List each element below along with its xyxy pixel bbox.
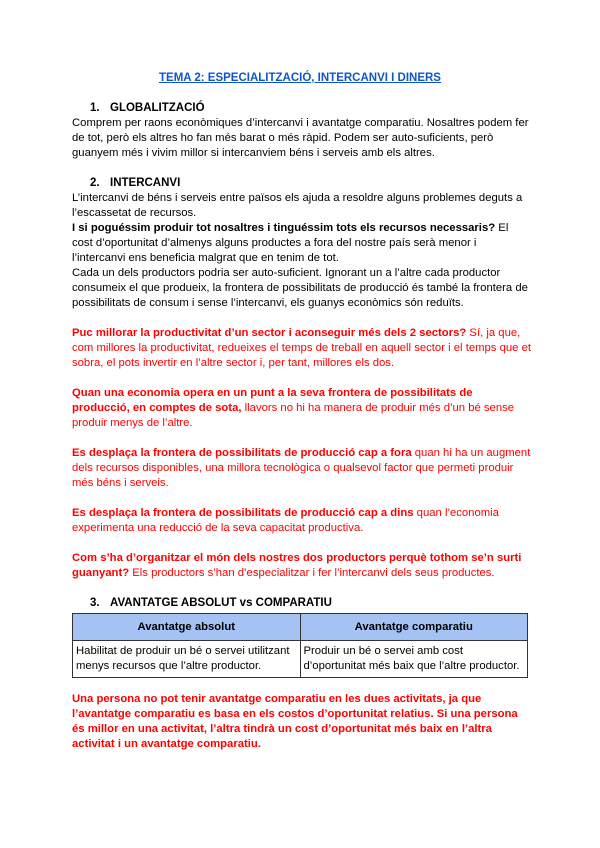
- bold-text: I si poguéssim produir tot nosaltres i tinguéssim tots els recursos necessaris?: [72, 222, 496, 234]
- paragraph: [72, 266, 532, 311]
- paragraph: [72, 221, 532, 266]
- bold-text: Com s’ha d’organitzar el món dels nostres dos productors perquè tothom se’n surti guanyant?: [72, 552, 522, 579]
- text: Cada un dels productors podria ser auto-suficient. Ignorant un a l’altre cada productor consumeix el que produeix, la frontera de possibilitats de producció és també la frontera de possibilitats de consum i sense l’intercanvi, els guanys econòmics són reduïts.: [72, 267, 528, 309]
- paragraph: [72, 551, 532, 581]
- text: Sí, ja que, com millores la productivitat, redueixes el temps de treball en aquell sector i el temps que et sobra, el pots invertir en l’altre sector i, per tant, millores els dos.: [72, 327, 532, 369]
- section-heading-avantatge: [90, 596, 532, 611]
- section-number: 1.: [90, 102, 100, 114]
- section-heading-intercanvi: [90, 176, 532, 191]
- table-cell: Habilitat de produir un bé o servei utilitzant menys recursos que l’altre productor.: [73, 641, 301, 678]
- text: Els productors s’han d’especialitzar i fer l’intercanvi dels seus productes.: [129, 567, 495, 579]
- text: quan l’economia experimenta una reducció de la seva capacitat productiva.: [72, 507, 499, 534]
- table-header-row: [73, 614, 528, 641]
- paragraph-group: [72, 116, 532, 161]
- bold-text: Quan una economia opera en un punt a la seva frontera de possibilitats de producció, en comptes de sota,: [72, 387, 473, 414]
- section-heading-globalitzacio: [90, 101, 532, 116]
- paragraph: [72, 386, 532, 431]
- section-title: GLOBALITZACIÓ: [110, 102, 205, 114]
- document-title: TEMA 2: ESPECIALITZACIÓ, INTERCANVI I DINERS: [159, 72, 441, 84]
- table-header: Avantatge absolut: [73, 614, 301, 641]
- section-title: AVANTATGE ABSOLUT vs COMPARATIU: [110, 597, 332, 609]
- bold-text: Puc millorar la productivitat d’un sector i aconseguir més dels 2 sectors?: [72, 327, 467, 339]
- text: Comprem per raons econòmiques d’intercanvi i avantatge comparatiu. Nosaltres podem fer de tot, però els altres ho fan més barat o més ràpid. Podem ser auto-suficients, però guanyem més i vivim millor si intercanviem béns i serveis amb els altres.: [72, 117, 529, 159]
- paragraph: [72, 446, 532, 491]
- table-cell: Produir un bé o servei amb cost d’oportunitat més baix que l’altre productor.: [300, 641, 528, 678]
- paragraph: [72, 506, 532, 536]
- document-body: [72, 0, 532, 752]
- advantage-table: [72, 613, 528, 678]
- paragraph: [72, 116, 532, 161]
- paragraph: [72, 692, 532, 752]
- table-row: [73, 641, 528, 678]
- section-number: 2.: [90, 177, 100, 189]
- paragraph-group: [72, 191, 532, 581]
- bold-text: Es desplaça la frontera de possibilitats de producció cap a fora: [72, 447, 412, 459]
- section-title: INTERCANVI: [110, 177, 181, 189]
- bold-text: Una persona no pot tenir avantatge comparatiu en les dues activitats, ja que l’avantatge comparatiu es basa en els costos d’oportunitat relatius. Si una persona és millor en una activitat, l’altra tindrà un cost d’oportunitat més baix en l’altra activitat i un avantatge comparatiu.: [72, 693, 518, 750]
- text: quan hi ha un augment dels recursos disponibles, una millora tecnològica o qualsevol factor que permeti produir més béns i serveis.: [72, 447, 531, 489]
- bold-text: Es desplaça la frontera de possibilitats de producció cap a dins: [72, 507, 414, 519]
- section-number: 3.: [90, 597, 100, 609]
- paragraph: [72, 191, 532, 221]
- table-header: Avantatge comparatiu: [300, 614, 528, 641]
- paragraph-group: [72, 692, 532, 752]
- paragraph: [72, 326, 532, 371]
- text: llavors no hi ha manera de produir més d’un bé sense produir menys de l’altre.: [72, 402, 515, 429]
- text: L’intercanvi de béns i serveis entre països els ajuda a resoldre alguns problemes deguts a l’escassetat de recursos.: [72, 192, 523, 219]
- text: El cost d’oportunitat d’almenys alguns productes a fora del nostre país serà menor i l’intercanvi ens beneficia malgrat que en tenim de tot.: [72, 222, 509, 264]
